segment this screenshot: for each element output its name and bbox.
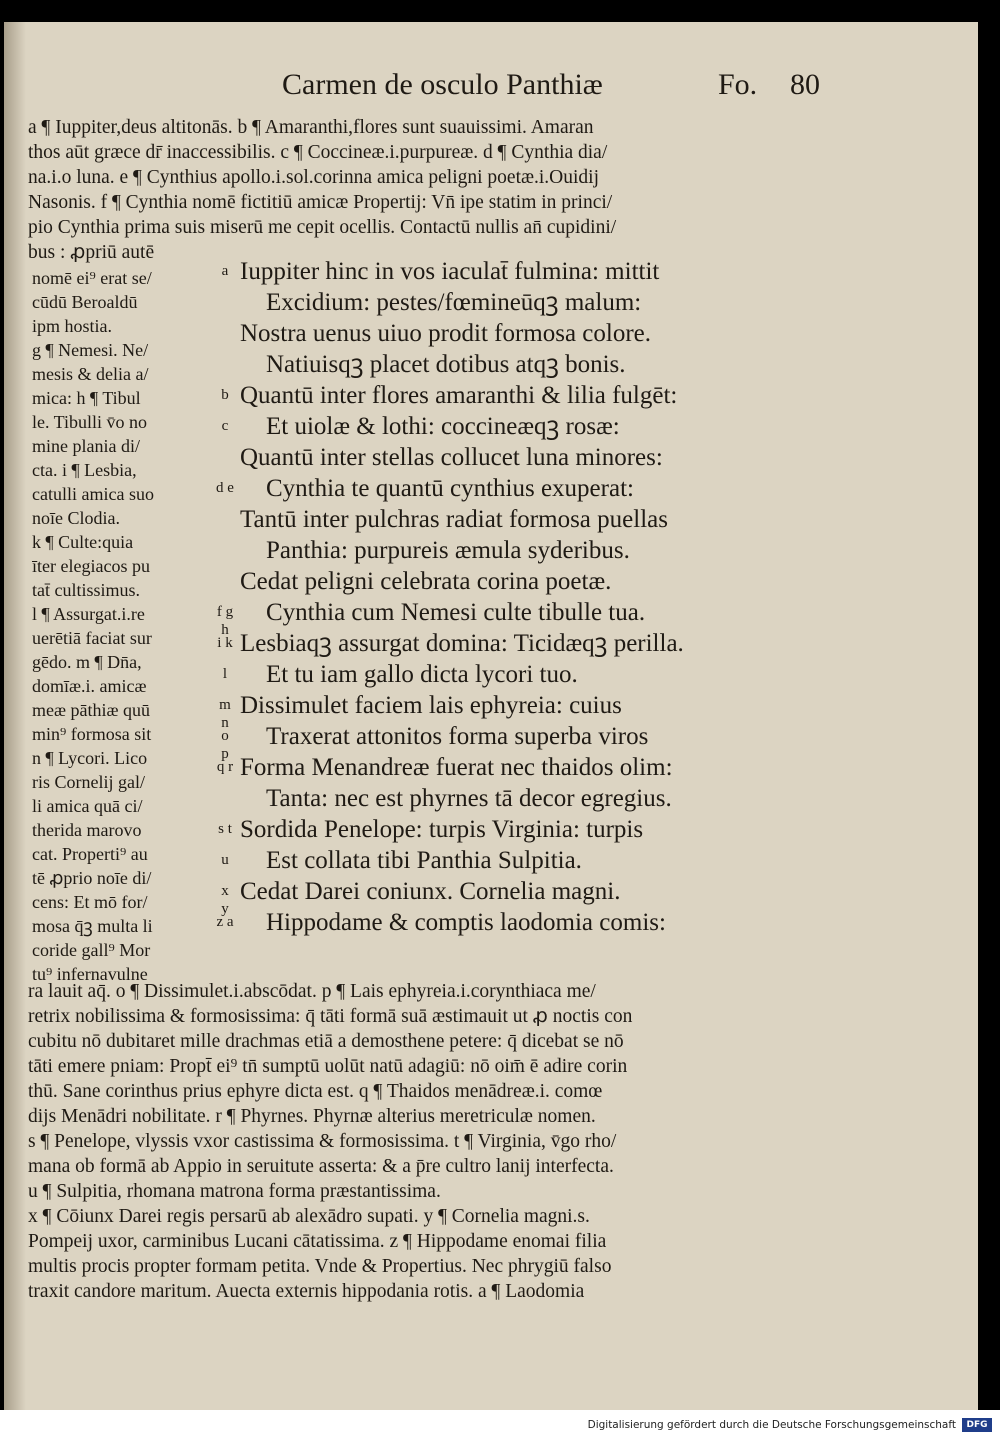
commentary-line: Pompeij uxor, carminibus Lucani cātatissima. z ¶ Hippodame enomai filia — [28, 1231, 607, 1252]
verse-line: Est collata tibi Panthia Sulpitia. — [266, 847, 582, 874]
commentary-line: ipm hostia. — [32, 316, 112, 336]
commentary-line: tu⁹ infernavulne — [32, 964, 148, 984]
commentary-line: cta. i ¶ Lesbia, — [32, 460, 137, 480]
commentary-line: meæ pāthiæ quū — [32, 700, 150, 720]
running-header — [4, 68, 978, 108]
note-marker: d e — [216, 480, 234, 496]
commentary-line: Nasonis. f ¶ Cynthia nomē fictitiū amicæ Propertij: Vn̄ ipe statim in princi/ — [28, 192, 613, 213]
verse-line: Cynthia te quantū cynthius exuperat: — [266, 475, 634, 502]
funding-credit: Digitalisierung gefördert durch die Deutsche Forschungsgemeinschaft — [587, 1419, 956, 1431]
verse-line: Forma Menandreæ fuerat nec thaidos olim: — [240, 754, 673, 781]
verse-line: Nostra uenus uiuo prodit formosa colore. — [240, 320, 652, 347]
commentary-line: a ¶ Iuppiter,deus altitonās. b ¶ Amaranthi,flores sunt suauissimi. Amaran — [28, 117, 594, 138]
verse-line: Cedat Darei coniunx. Cornelia magni. — [240, 878, 621, 905]
commentary-line: min⁹ formosa sit — [32, 724, 152, 744]
commentary-line: noīe Clodia. — [32, 508, 120, 528]
commentary-line: traxit candore maritum. Auecta externis hippodania rotis. a ¶ Laodomia — [28, 1281, 585, 1302]
commentary-line: tē ꝓprio noīe di/ — [32, 868, 152, 888]
verse-line: Quantū inter stellas collucet luna minores: — [240, 444, 663, 471]
commentary-line: mine plania di/ — [32, 436, 140, 456]
commentary-line: īter elegiacos pu — [32, 556, 150, 576]
commentary-line: domīæ.i. amicæ — [32, 676, 147, 696]
commentary-line: cūdū Beroaldū — [32, 292, 138, 312]
note-marker: q r — [216, 759, 234, 775]
commentary-line: cat. Properti⁹ au — [32, 844, 148, 864]
verse-line: Panthia: purpureis æmula syderibus. — [266, 537, 630, 564]
folio-number: 80 — [790, 68, 820, 101]
verse-line: Cedat peligni celebrata corina poetæ. — [240, 568, 612, 595]
commentary-line: k ¶ Culte:quia — [32, 532, 134, 552]
footer-bar — [0, 1410, 1000, 1440]
note-marker: u — [221, 852, 229, 868]
commentary-line: ris Cornelij gal/ — [32, 772, 145, 792]
commentary-line: le. Tibulli v̄o no — [32, 412, 148, 432]
commentary-line: x ¶ Cōiunx Darei regis persarū ab alexādro supati. y ¶ Cornelia magni.s. — [28, 1206, 590, 1227]
commentary-line: thū. Sane corinthus prius ephyre dicta est. q ¶ Thaidos menādreæ.i. comœ — [28, 1081, 603, 1102]
commentary-line: dijs Menādri nobilitate. r ¶ Phyrnes. Phyrnæ alterius meretriculæ nomen. — [28, 1106, 596, 1127]
commentary-line: ra lauit aq̄. o ¶ Dissimulet.i.abscōdat. p ¶ Lais ephyreia.i.corynthiaca me/ — [28, 981, 596, 1002]
commentary-line: bus : ꝓpriū autē — [28, 242, 155, 263]
note-marker: f g h — [216, 604, 234, 638]
verse-line: Quantū inter flores amaranthi & lilia fulgēt: — [240, 382, 678, 409]
note-marker: m n — [219, 697, 231, 731]
note-marker: c — [221, 418, 229, 434]
commentary-line: tat̄ cultissimus. — [32, 580, 140, 600]
commentary-line: cens: Et mō for/ — [32, 892, 148, 912]
note-marker: z a — [216, 914, 234, 930]
commentary-line: thos aūt græce dr̄ inaccessibilis. c ¶ Coccineæ.i.purpureæ. d ¶ Cynthia dia/ — [28, 142, 608, 163]
verse-line: Traxerat attonitos forma superba viros — [266, 723, 649, 750]
commentary-line: g ¶ Nemesi. Ne/ — [32, 340, 149, 360]
page-title: Carmen de osculo Panthiæ — [282, 68, 603, 101]
commentary-line: l ¶ Assurgat.i.re — [32, 604, 145, 624]
commentary-line: na.i.o luna. e ¶ Cynthius apollo.i.sol.corinna amica peligni poetæ.i.Ouidij — [28, 167, 599, 188]
commentary-line: mesis & delia a/ — [32, 364, 149, 384]
commentary-line: nomē ei⁹ erat se/ — [32, 268, 152, 288]
verse-line: Cynthia cum Nemesi culte tibulle tua. — [266, 599, 646, 626]
commentary-line: mica: h ¶ Tibul — [32, 388, 141, 408]
note-marker: l — [222, 666, 228, 682]
verse-line: Natiuisqꝫ placet dotibus atqꝫ bonis. — [266, 351, 626, 378]
commentary-line: catulli amica suo — [32, 484, 154, 504]
commentary-line: cubitu nō dubitaret mille drachmas etiā a demosthene petere: q̄ dicebat se nō — [28, 1031, 624, 1052]
verse-line: Excidium: pestes/fœmineūqꝫ malum: — [266, 289, 642, 316]
note-marker: o p — [221, 728, 229, 762]
commentary-line: multis procis propter formam petita. Vnde & Propertius. Nec phrygiū falso — [28, 1256, 612, 1277]
dfg-logo: DFG — [962, 1418, 992, 1432]
commentary-line: uerētiā faciat sur — [32, 628, 152, 648]
commentary-line: therida marovo — [32, 820, 142, 840]
commentary-line: tāti emere pniam: Propt̄ ei⁹ tn̄ sumptū uolūt natū adagiū: nō oim̄ ē adire corin — [28, 1056, 628, 1077]
verse-line: Iuppiter hinc in vos iaculat̄ fulmina: mittit — [240, 258, 660, 285]
book-page — [4, 22, 978, 1410]
commentary-line: u ¶ Sulpitia, rhomana matrona forma præstantissima. — [28, 1181, 441, 1202]
commentary-line: n ¶ Lycori. Lico — [32, 748, 148, 768]
commentary-line: coride gall⁹ Mor — [32, 940, 151, 960]
verse-line: Et tu iam gallo dicta lycori tuo. — [266, 661, 578, 688]
commentary-line: li amica quā ci/ — [32, 796, 143, 816]
folio-label: Fo. — [718, 68, 758, 101]
commentary-line: pio Cynthia prima suis miserū me cepit ocellis. Contactū nullis an̄ cupidini/ — [28, 217, 617, 238]
commentary-line: gēdo. m ¶ Dn̄a, — [32, 652, 142, 672]
commentary-line: mosa q̄ꝫ multa li — [32, 916, 153, 936]
verse-line: Sordida Penelope: turpis Virginia: turpis — [240, 816, 644, 843]
note-marker: x y — [221, 883, 229, 917]
verse-line: Tantū inter pulchras radiat formosa puellas — [240, 506, 668, 533]
note-marker: b — [221, 387, 229, 403]
verse-line: Lesbiaqꝫ assurgat domina: Ticidæqꝫ perilla. — [240, 630, 684, 657]
verse-line: Hippodame & comptis laodomia comis: — [266, 909, 666, 936]
commentary-line: retrix nobilissima & formosissima: q̄ tāti formā suā æstimauit ut ꝓ noctis con — [28, 1006, 633, 1027]
verse-line: Dissimulet faciem lais ephyreia: cuius — [240, 692, 622, 719]
commentary-line: s ¶ Penelope, vlyssis vxor castissima & formosissima. t ¶ Virginia, v̄go rho/ — [28, 1131, 617, 1152]
note-marker: a — [221, 263, 229, 279]
note-marker: s t — [218, 821, 232, 837]
note-marker: i k — [217, 635, 233, 651]
verse-line: Et uiolæ & lothi: coccineæqꝫ rosæ: — [266, 413, 620, 440]
verse-line: Tanta: nec est phyrnes tā decor egregius. — [266, 785, 672, 812]
commentary-line: mana ob formā ab Appio in seruitute asserta: & a p̄re cultro lanij interfecta. — [28, 1156, 614, 1177]
